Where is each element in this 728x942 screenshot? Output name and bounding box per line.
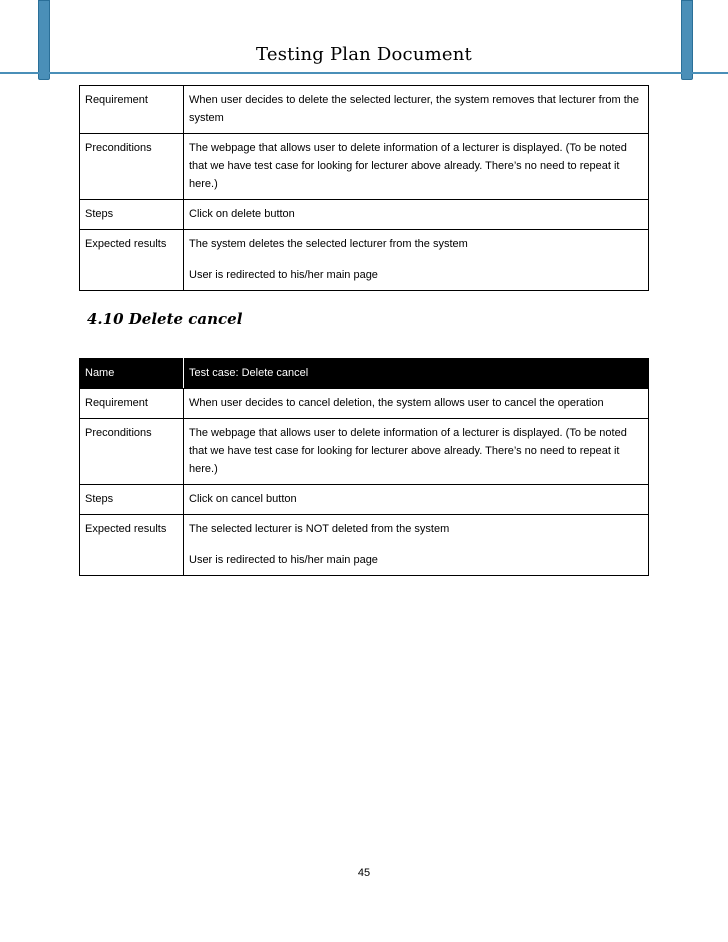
table-row xyxy=(80,515,649,576)
header-value: Test case: Delete cancel xyxy=(184,359,649,389)
table-row xyxy=(80,419,649,485)
row-value xyxy=(184,485,649,515)
section-title: Delete cancel xyxy=(128,310,243,328)
row-label: Steps xyxy=(80,200,184,230)
row-value xyxy=(184,515,649,576)
row-text: When user decides to cancel deletion, the system allows user to cancel the operation xyxy=(189,397,604,409)
row-value xyxy=(184,134,649,200)
table-row xyxy=(80,134,649,200)
row-label: Expected results xyxy=(80,230,184,291)
row-value xyxy=(184,200,649,230)
row-value xyxy=(184,86,649,134)
row-text: The webpage that allows user to delete information of a lecturer is displayed. (To be noted that we have test case for looking for lecturer above already. There’s no need to repeat it here.) xyxy=(189,427,627,475)
table-header-row xyxy=(80,359,649,389)
row-text: The webpage that allows user to delete information of a lecturer is displayed. (To be noted that we have test case for looking for lecturer above already. There’s no need to repeat it here.) xyxy=(189,142,627,190)
row-label: Requirement xyxy=(80,86,184,134)
section-heading xyxy=(87,310,242,328)
table-row xyxy=(80,230,649,291)
row-label: Requirement xyxy=(80,389,184,419)
header-left-bar xyxy=(38,0,50,80)
row-text: The selected lecturer is NOT deleted from the system xyxy=(189,523,450,535)
row-text: Click on delete button xyxy=(189,208,295,220)
page-number: 45 xyxy=(357,867,371,879)
row-text: Click on cancel button xyxy=(189,493,297,505)
row-value xyxy=(184,419,649,485)
row-label: Expected results xyxy=(80,515,184,576)
row-text: The system deletes the selected lecturer from the system xyxy=(189,238,468,250)
test-case-table-delete xyxy=(79,85,649,291)
document-title: Testing Plan Document xyxy=(256,44,472,65)
test-case-table-delete-cancel xyxy=(79,358,649,576)
row-text: User is redirected to his/her main page xyxy=(189,554,378,566)
table-row xyxy=(80,200,649,230)
row-text: User is redirected to his/her main page xyxy=(189,269,378,281)
table-row xyxy=(80,86,649,134)
row-value xyxy=(184,230,649,291)
row-label: Preconditions xyxy=(80,419,184,485)
header-right-bar xyxy=(681,0,693,80)
row-label: Preconditions xyxy=(80,134,184,200)
section-number: 4.10 xyxy=(87,310,124,328)
table-row xyxy=(80,485,649,515)
table-row xyxy=(80,389,649,419)
header-rule xyxy=(0,72,728,74)
row-label: Steps xyxy=(80,485,184,515)
row-text: When user decides to delete the selected lecturer, the system removes that lecturer from the system xyxy=(189,94,639,124)
row-value xyxy=(184,389,649,419)
header-label: Name xyxy=(80,359,184,389)
